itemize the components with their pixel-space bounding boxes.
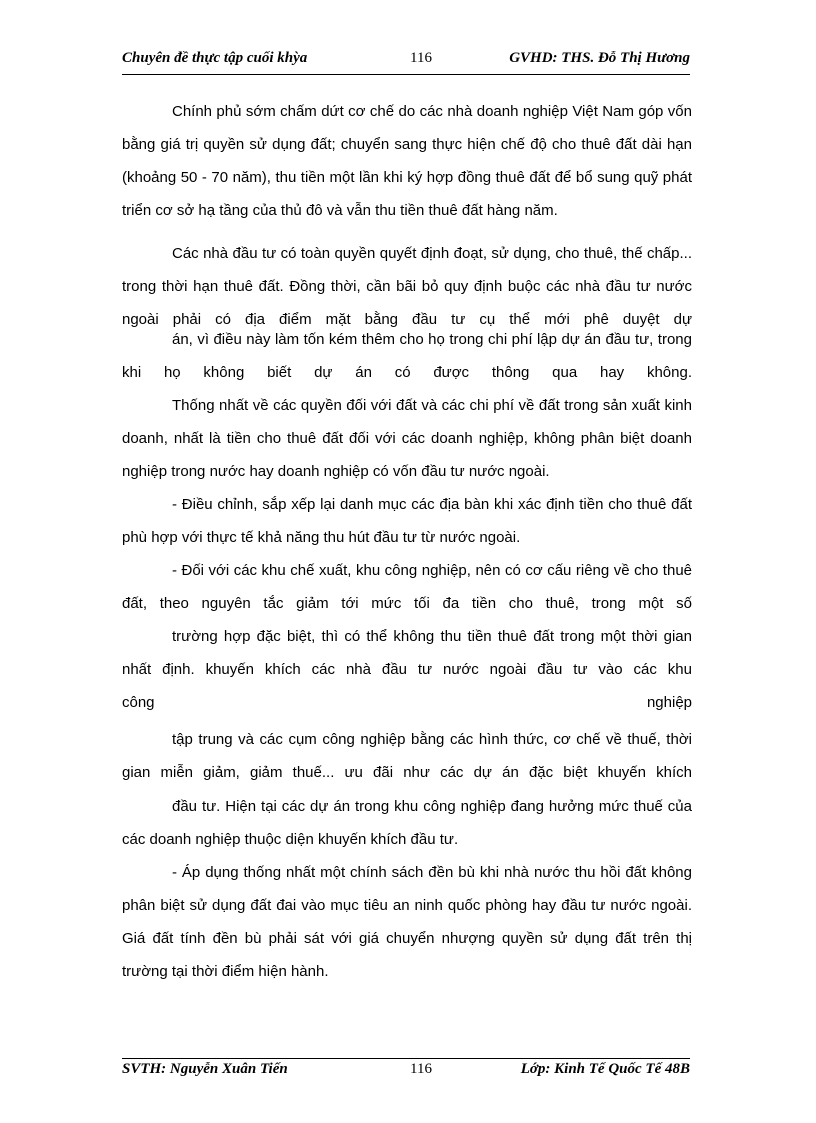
header-document-title: Chuyên đề thực tập cuối khỳa — [122, 50, 308, 66]
paragraph-6: - Đối với các khu chế xuất, khu công nghiệp, nên có cơ cấu riêng về cho thuê đất, theo nguyên tắc giảm tới mức tối đa tiền cho thuê, trong một số — [122, 562, 692, 612]
page-header — [122, 50, 690, 75]
paragraph-8: tập trung và các cụm công nghiệp bằng các hình thức, cơ chế về thuế, thời gian miễn giảm, giảm thuế... ưu đãi như các dự án đặc biệt khuyến khích — [122, 731, 692, 781]
paragraph-10: - Áp dụng thống nhất một chính sách đền bù khi nhà nước thu hồi đất không phân biệt sử dụng đất đai vào mục tiêu an ninh quốc phòng hay đầu tư nước ngoài. Giá đất tính đền bù phải sát với giá chuyển nhượng quyền sử dụng đất trên thị trường tại thời điểm hiện hành. — [122, 864, 692, 980]
paragraph-3: án, vì điều này làm tốn kém thêm cho họ trong chi phí lập dự án đầu tư, trong khi họ không biết dự án có được thông qua hay không. — [122, 331, 692, 381]
paragraph-7-word-right: nghiệp — [646, 694, 692, 711]
paragraph-2: Các nhà đầu tư có toàn quyền quyết định đoạt, sử dụng, cho thuê, thế chấp... trong thời hạn thuê đất. Đồng thời, cần bãi bỏ quy định buộc các nhà đầu tư nước ngoài phải có địa điểm mặt bằng đầu tư cụ thể mới phê duyệt dự — [122, 245, 692, 328]
body-block-4 — [122, 723, 692, 789]
header-page-number: 116 — [410, 50, 432, 66]
body-block-1 — [122, 95, 692, 336]
footer-student: SVTH: Nguyễn Xuân Tiến — [122, 1061, 288, 1077]
paragraph-7: trường hợp đặc biệt, thì có thể không thu tiền thuê đất trong một thời gian nhất định. khuyến khích các nhà đầu tư nước ngoài đầu tư vào các khu — [122, 628, 692, 678]
paragraph-1: Chính phủ sớm chấm dứt cơ chế do các nhà doanh nghiệp Việt Nam góp vốn bằng giá trị quyền sử dụng đất; chuyển sang thực hiện chế độ cho thuê đất dài hạn (khoảng 50 - 70 năm), thu tiền một lần khi ký hợp đồng thuê đất để bổ sung quỹ phát triển cơ sở hạ tầng của thủ đô và vẫn thu tiền thuê đất hàng năm. — [122, 103, 692, 219]
footer-page-number: 116 — [410, 1061, 432, 1077]
paragraph-7-split-line — [122, 686, 692, 719]
footer-class: Lớp: Kinh Tế Quốc Tế 48B — [520, 1061, 690, 1077]
paragraph-4: Thống nhất về các quyền đối với đất và các chi phí về đất trong sản xuất kinh doanh, nhất là tiền cho thuê đất đối với các doanh nghiệp, không phân biệt doanh nghiệp trong nước hay doanh nghiệp có vốn đầu tư nước ngoài. — [122, 397, 692, 480]
page-footer — [122, 1058, 690, 1081]
paragraph-5: - Điều chỉnh, sắp xếp lại danh mục các địa bàn khi xác định tiền cho thuê đất phù hợp với thực tế khả năng thu hút đầu tư từ nước ngoài. — [122, 496, 692, 546]
body-block-2 — [122, 323, 692, 620]
body-block-3 — [122, 620, 692, 719]
header-supervisor: GVHD: THS. Đỗ Thị Hương — [509, 50, 690, 66]
paragraph-9: đầu tư. Hiện tại các dự án trong khu công nghiệp đang hưởng mức thuế của các doanh nghiệp thuộc diện khuyến khích đầu tư. — [122, 798, 692, 848]
paragraph-7-word-left: công — [122, 694, 155, 711]
body-block-5 — [122, 790, 692, 988]
